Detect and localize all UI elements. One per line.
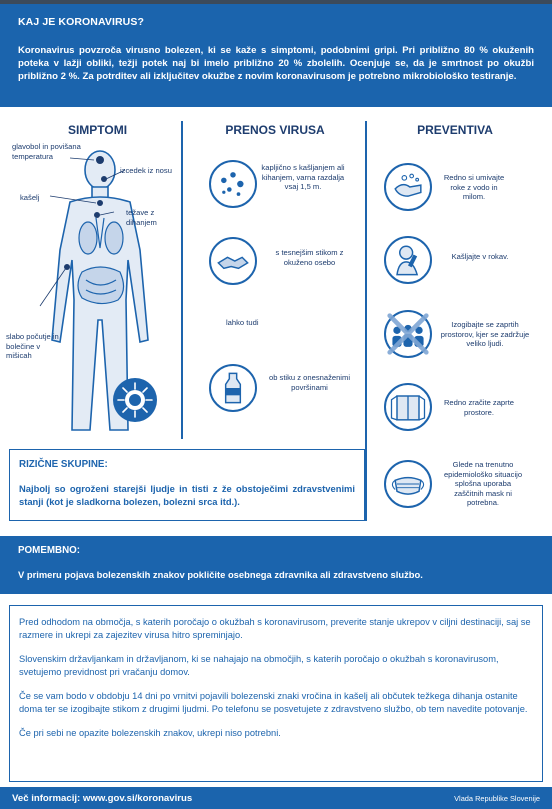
symptom-weakness: slabo počutje in bolečine v mišicah [6, 332, 59, 360]
intro-text: Koronavirus povzroča virusno bolezen, ki se kaže s simptomi, podobnimi gripi. Pri približno 80 % okuženih poteka v lažji obliki, težji potek naj bi imelo približno 20 % zbolelih. Ocenjuje se, da je smrtnost po okužbi približno 2 %. Za potrditev ali izključitev okužbe z novim koronavirusom je potrebno mikrobiološko testiranje. [18, 45, 534, 82]
prevention-wash: Redno si umivajte roke z vodo in milom. [443, 173, 505, 201]
symptom-runny-nose: izcedek iz nosu [120, 166, 172, 175]
virus-icon [112, 377, 158, 423]
cough-sleeve-icon [384, 236, 432, 284]
prevention-masks: Glede na trenutno epidemiološko situacijo splošna uporaba zaščitnih mask ni potrebna. [443, 460, 523, 507]
symptom-headache: glavobol in povišana temperatura [12, 142, 81, 161]
transmission-droplet: kapljično s kašljanjem ali kihanjem, varna razdalja vsaj 1,5 m. [261, 163, 345, 191]
footer [0, 787, 552, 809]
column-divider-2 [365, 121, 367, 521]
bottle-icon [209, 364, 257, 412]
risk-title: RIZIČNE SKUPINE: [19, 459, 108, 470]
crowd-crossed-icon [384, 310, 432, 358]
prevention-sleeve: Kašljajte v rokav. [451, 252, 509, 261]
risk-groups-box [9, 449, 365, 521]
sneeze-icon [209, 160, 257, 208]
footer-org: Vlada Republike Slovenije [454, 793, 540, 803]
travel-paragraph-4: Če pri sebi ne opazite bolezenskih znakov, ukrepi niso potrebni. [19, 728, 281, 738]
mask-icon [384, 460, 432, 508]
prevention-heading: PREVENTIVA [417, 123, 493, 137]
travel-paragraph-1: Pred odhodom na območja, s katerih poročajo o okužbah s koronavirusom, preverite stanje ukrepov v ciljni destinaciji, saj se razmere in ukrepi za zajezitev virusa hitro spreminjajo. [19, 617, 531, 640]
handshake-icon [209, 237, 257, 285]
risk-text: Najbolj so ogroženi starejši ljudje in tisti z že obstoječimi zdravstvenimi stanji (kot je sladkorna bolezen, bolezni srca itd.). [19, 483, 355, 507]
transmission-surfaces: ob stiku z onesnaženimi površinami [268, 373, 351, 392]
travel-advice-box [9, 605, 543, 782]
important-title: POMEMBNO: [18, 545, 81, 556]
handwash-icon [384, 163, 432, 211]
symptom-cough: kašelj [20, 193, 40, 202]
window-icon [384, 383, 432, 431]
prevention-ventilate: Redno zračite zaprte prostore. [443, 398, 515, 417]
intro-title: KAJ JE KORONAVIRUS? [18, 16, 144, 28]
transmission-people: lahko tudi [226, 318, 259, 327]
transmission-contact: s tesnejšim stikom z okuženo osebo [275, 248, 344, 267]
prevention-crowds: Izogibajte se zaprtih prostorov, kjer se zadržuje veliko ljudi. [440, 320, 530, 348]
symptom-breathing: težave z dihanjem [126, 208, 157, 227]
important-band [0, 536, 552, 594]
travel-paragraph-2: Slovenskim državljankam in državljanom, ki se nahajajo na območjih, s katerih poročajo o okužbah s koronavirusom, svetujemo previdnost pri vračanju domov. [19, 654, 499, 677]
important-text: V primeru pojava bolezenskih znakov pokličite osebnega zdravnika ali zdravstveno službo. [18, 569, 423, 580]
transmission-heading: PRENOS VIRUSA [225, 123, 325, 137]
symptoms-heading: SIMPTOMI [67, 123, 128, 137]
footer-info-link[interactable]: Več informacij: www.gov.si/koronavirus [12, 792, 193, 804]
intro-header [0, 4, 552, 107]
travel-paragraph-3: Če se vam bodo v obdobju 14 dni po vrnitvi pojavili bolezenski znaki vročina in kašelj ali občutek težkega dihanja ostanite doma ter se izogibajte stikom z drugimi ljudmi. Po telefonu se posvetujete z zdravstveno službo, ob tem navedite potovanje. [19, 691, 528, 714]
